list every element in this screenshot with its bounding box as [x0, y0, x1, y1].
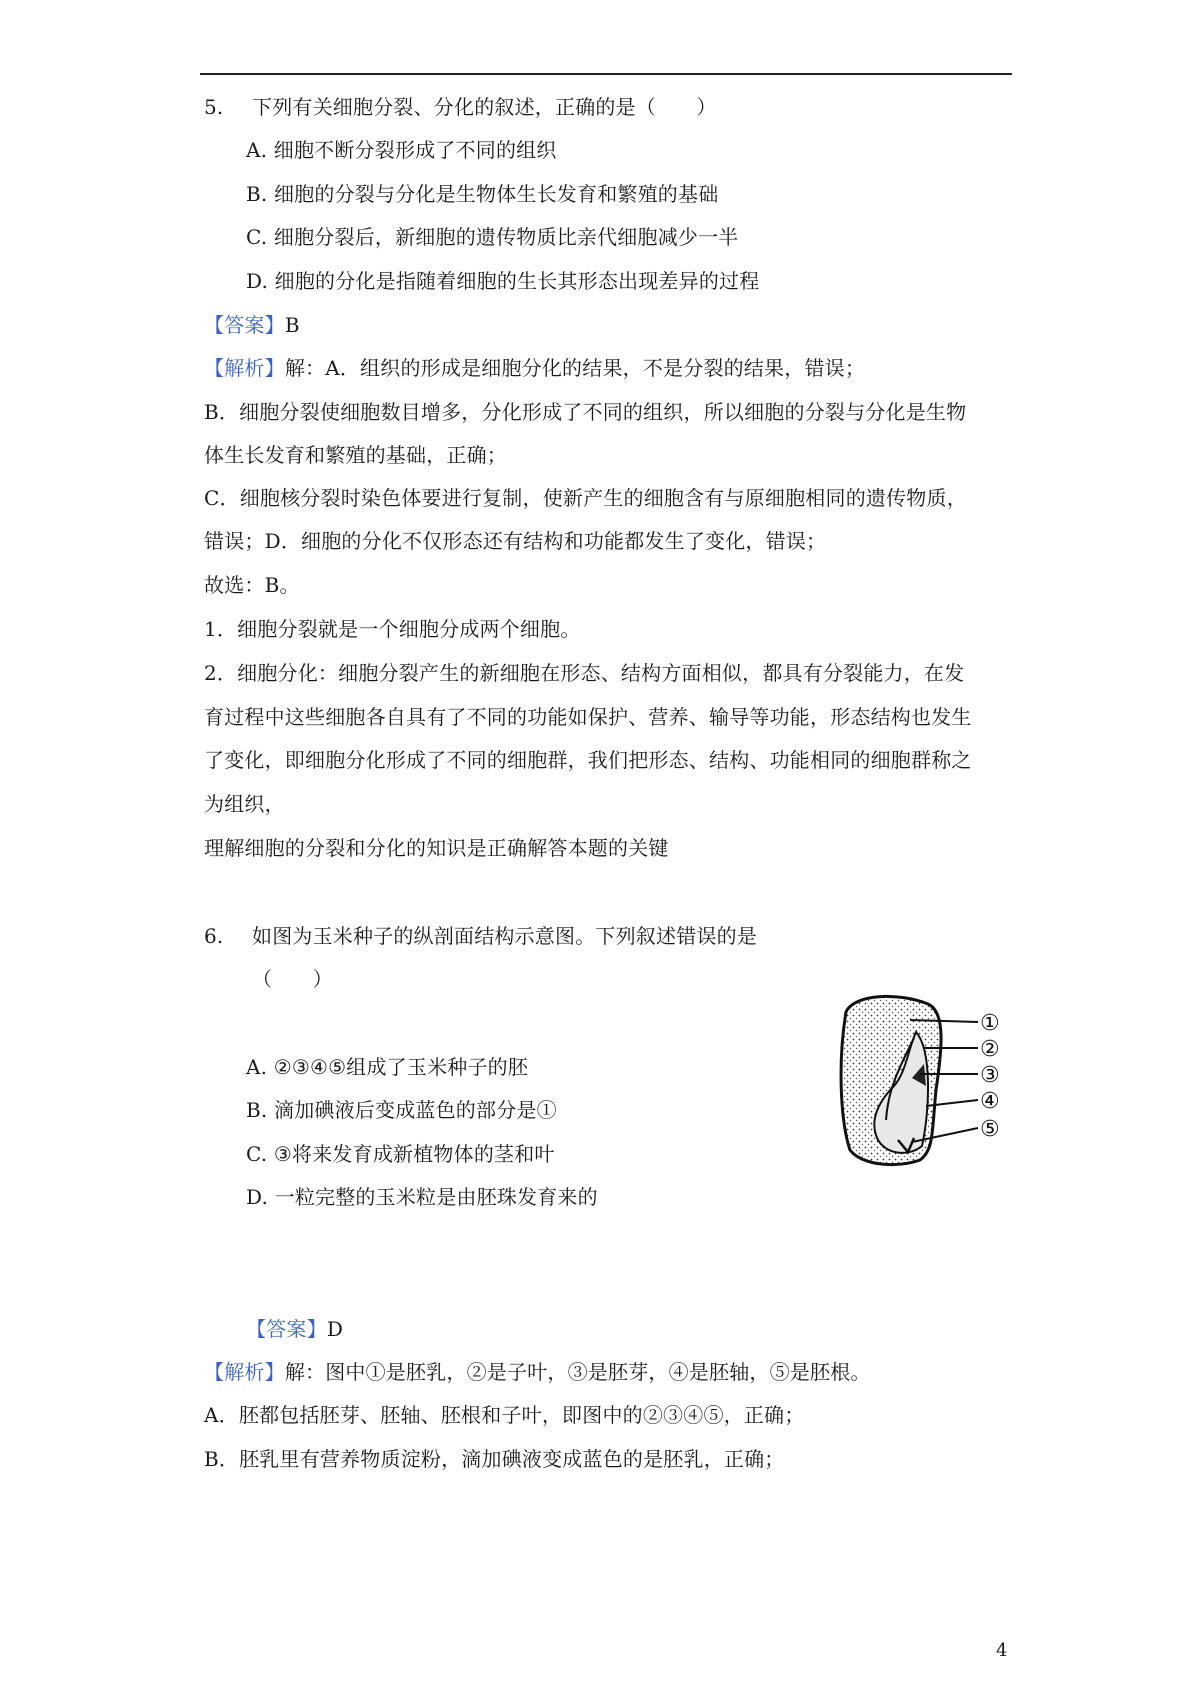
- label-5: ⑤: [980, 1117, 1000, 1142]
- q6-option-d: D. 一粒完整的玉米粒是由胚珠发育来的: [246, 1185, 598, 1209]
- q6-answer-value: D: [326, 1317, 344, 1341]
- q5-analysis-line: 2．细胞分化：细胞分裂产生的新细胞在形态、结构方面相似，都具有分裂能力，在发: [204, 661, 965, 685]
- q5-number: 5.: [204, 95, 224, 119]
- q6-stem-text: 如图为玉米种子的纵剖面结构示意图。下列叙述错误的是: [252, 924, 757, 948]
- label-2: ②: [980, 1037, 1000, 1062]
- q5-analysis-line: B．细胞分裂使细胞数目增多，分化形成了不同的组织，所以细胞的分裂与分化是生物: [204, 400, 967, 424]
- q6-analysis-line: B．胚乳里有营养物质淀粉，滴加碘液变成蓝色的是胚乳，正确；: [204, 1447, 785, 1471]
- q6-option-c: C. ③将来发育成新植物体的茎和叶: [246, 1142, 555, 1166]
- q6-stem: [204, 922, 757, 950]
- q5-analysis-line: 理解细胞的分裂和分化的知识是正确解答本题的关键: [204, 836, 669, 860]
- q6-analysis-line: A．胚都包括胚芽、胚轴、胚根和子叶，即图中的②③④⑤，正确；: [204, 1403, 805, 1427]
- header-rule: [200, 73, 1012, 75]
- q5-answer-label: 【答案】: [204, 313, 285, 337]
- q5-analysis-line: 1．细胞分裂就是一个细胞分成两个细胞。: [204, 617, 581, 641]
- label-4: ④: [980, 1089, 1000, 1114]
- q6-option-a: A. ②③④⑤组成了玉米种子的胚: [246, 1055, 529, 1079]
- q6-analysis-first: [204, 1358, 871, 1386]
- q5-option-a: A. 细胞不断分裂形成了不同的组织: [246, 138, 557, 162]
- q5-analysis-first-text: 解：A．组织的形成是细胞分化的结果，不是分裂的结果，错误；: [284, 356, 866, 380]
- q6-analysis-first-text: 解：图中①是胚乳，②是子叶，③是胚芽，④是胚轴，⑤是胚根。: [284, 1360, 871, 1384]
- page-number: 4: [996, 1640, 1008, 1661]
- q5-analysis-line: C．细胞核分裂时染色体要进行复制，使新产生的细胞含有与原细胞相同的遗传物质，: [204, 486, 967, 510]
- q6-stem-paren: （ ）: [252, 967, 333, 991]
- label-3: ③: [980, 1063, 1000, 1088]
- q5-analysis-line: 体生长发育和繁殖的基础，正确；: [204, 443, 507, 467]
- q5-analysis-first: [204, 354, 865, 382]
- q5-option-c: C. 细胞分裂后，新细胞的遗传物质比亲代细胞减少一半: [246, 225, 739, 249]
- q5-analysis-line: 错误；D．细胞的分化不仅形态还有结构和功能都发生了变化，错误；: [204, 529, 827, 553]
- label-1: ①: [980, 1011, 1000, 1036]
- q5-stem: [204, 93, 717, 121]
- q5-analysis-line: 了变化，即细胞分化形成了不同的细胞群，我们把形态、结构、功能相同的细胞群称之: [204, 748, 972, 772]
- q6-analysis-label: 【解析】: [204, 1360, 285, 1384]
- q6-option-b: B. 滴加碘液后变成蓝色的部分是①: [246, 1098, 557, 1122]
- q6-answer-label: 【答案】: [246, 1317, 327, 1341]
- q5-analysis-label: 【解析】: [204, 356, 285, 380]
- q5-analysis-line: 为组织，: [204, 792, 285, 816]
- q5-option-d: D. 细胞的分化是指随着细胞的生长其形态出现差异的过程: [246, 269, 760, 293]
- corn-seed-diagram: [828, 990, 1000, 1170]
- corn-seed-figure: [828, 990, 1000, 1170]
- q5-analysis-line: 育过程中这些细胞各自具有了不同的功能如保护、营养、输导等功能，形态结构也发生: [204, 705, 972, 729]
- q5-answer-value: B: [284, 313, 300, 337]
- q5-stem-text: 下列有关细胞分裂、分化的叙述，正确的是（ ）: [252, 95, 717, 119]
- q5-answer: [204, 311, 300, 339]
- q5-option-b: B. 细胞的分裂与分化是生物体生长发育和繁殖的基础: [246, 182, 719, 206]
- q6-number: 6.: [204, 924, 224, 948]
- q6-answer: [246, 1315, 343, 1343]
- q5-analysis-line: 故选：B。: [204, 573, 300, 597]
